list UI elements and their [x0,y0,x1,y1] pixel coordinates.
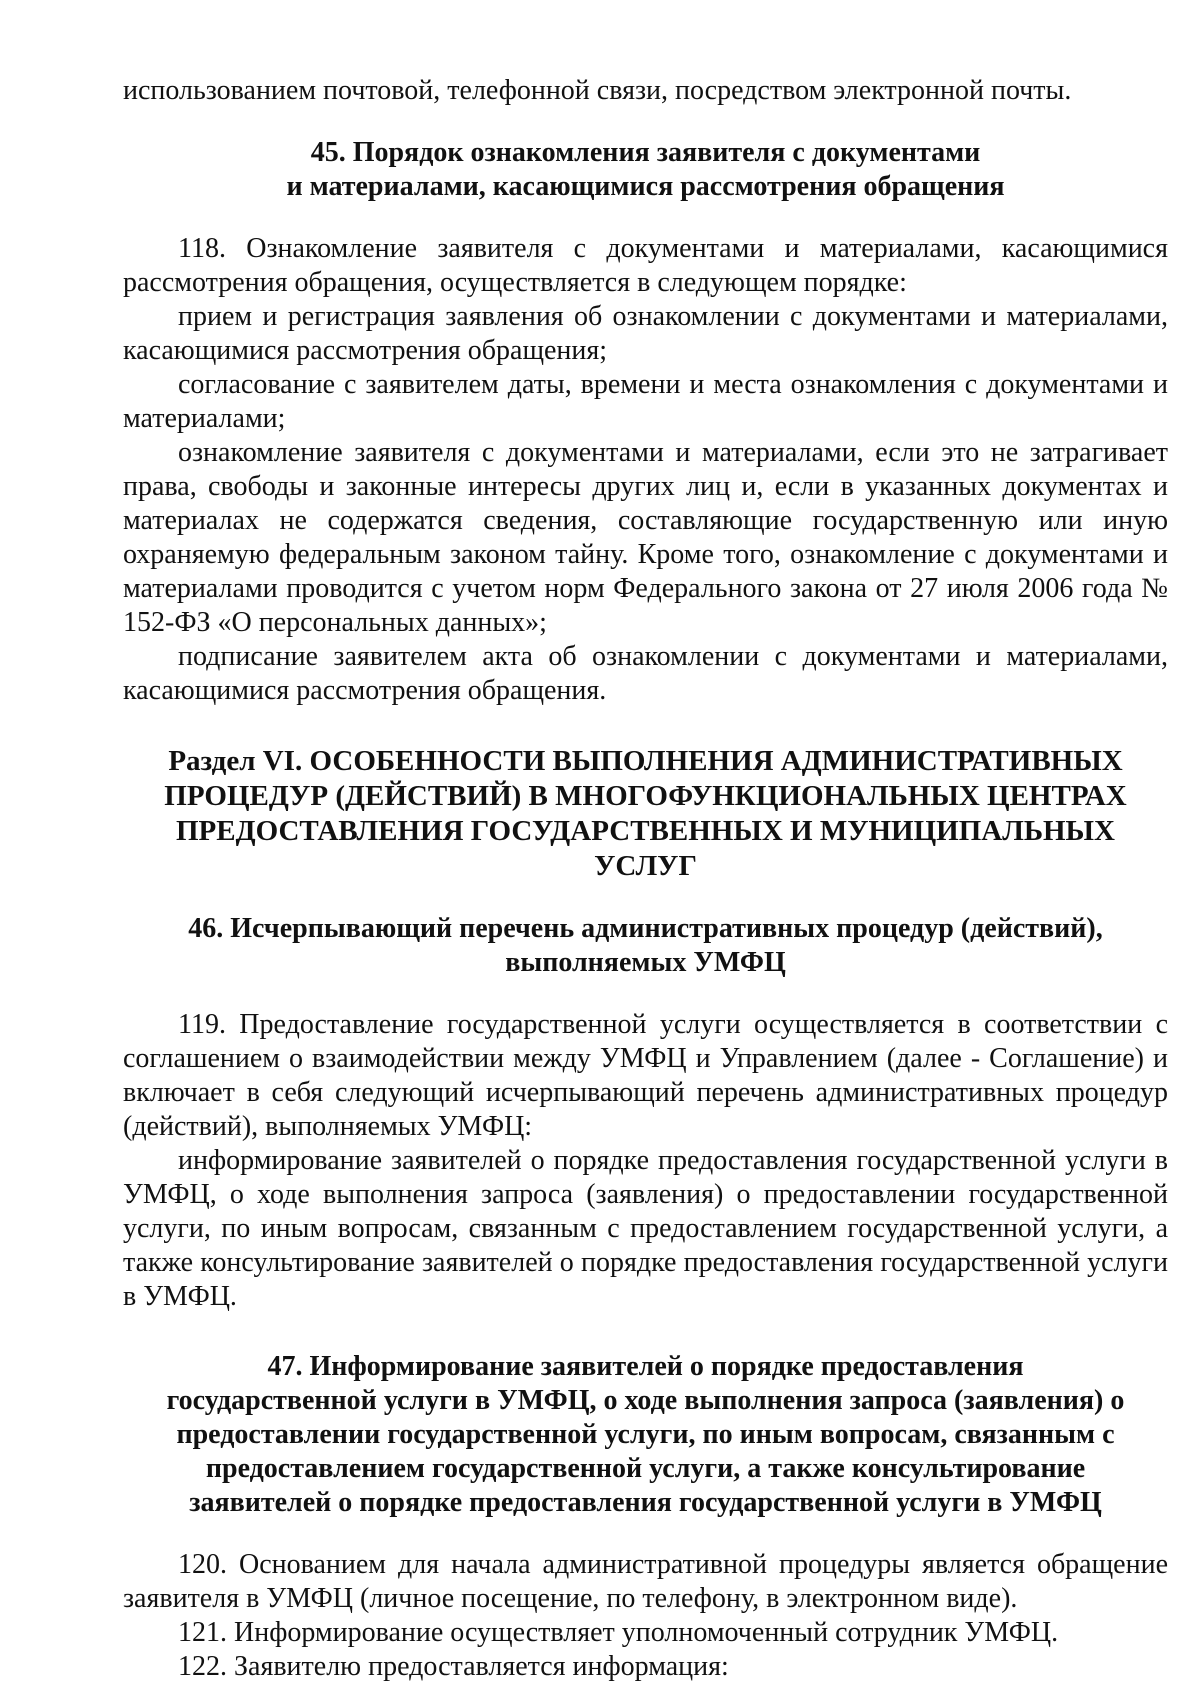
paragraph-118-item-1: прием и регистрация заявления об ознакомлении с документами и материалами, касающимися рассмотрения обращения; [123,301,1168,366]
paragraph-121: 121. Информирование осуществляет уполномоченный сотрудник УМФЦ. [178,1617,1059,1648]
heading-46 [123,912,1168,980]
paragraph-120: 120. Основанием для начала административной процедуры является обращение заявителя в УМФЦ (личное посещение, по телефону, в электронном виде). [123,1549,1168,1614]
paragraph-118-item-2: согласование с заявителем даты, времени и места ознакомления с документами и материалами; [123,369,1168,434]
heading-46-line1: 46. Исчерпывающий перечень административных процедур (действий), [188,913,1103,944]
heading-45-line1: 45. Порядок ознакомления заявителя с документами [310,137,981,168]
top-line: использованием почтовой, телефонной связи, посредством электронной почты. [123,75,1072,106]
paragraph-122: 122. Заявителю предоставляется информация: [178,1651,729,1682]
document-body [123,74,1168,1684]
section-6-title [123,744,1168,884]
heading-47-line2: государственной услуги в УМФЦ, о ходе выполнения запроса (заявления) о [166,1385,1125,1416]
paragraph-118-item-3: ознакомление заявителя с документами и материалами, если это не затрагивает права, свободы и законные интересы других лиц и, если в указанных документах и материалах не содержатся сведения, составляющие государственную или иную охраняемую федеральным законом тайну. Кроме того, ознакомление с документами и материалами проводится с учетом норм Федерального закона от 27 июля 2006 года № 152-ФЗ «О персональных данных»; [123,437,1168,638]
paragraph-119: 119. Предоставление государственной услуги осуществляется в соответствии с соглашением о взаимодействии между УМФЦ и Управлением (далее - Соглашение) и включает в себя следующий исчерпывающий перечень административных процедур (действий), выполняемых УМФЦ: [123,1009,1168,1142]
heading-47-line5: заявителей о порядке предоставления государственной услуги в УМФЦ [189,1487,1102,1518]
heading-47-line1: 47. Информирование заявителей о порядке предоставления [267,1351,1024,1382]
heading-47 [123,1350,1168,1520]
paragraph-119-item-1: информирование заявителей о порядке предоставления государственной услуги в УМФЦ, о ходе выполнения запроса (заявления) о предоставлении государственной услуги, по иным вопросам, связанным с предоставлением государственной услуги, а также консультирование заявителей о порядке предоставления государственной услуги в УМФЦ. [123,1145,1168,1312]
section-6-title-line1: Раздел VI. ОСОБЕННОСТИ ВЫПОЛНЕНИЯ АДМИНИСТРАТИВНЫХ [168,745,1123,777]
heading-45 [123,136,1168,204]
paragraph-118: 118. Ознакомление заявителя с документами и материалами, касающимися рассмотрения обращения, осуществляется в следующем порядке: [123,233,1168,298]
paragraph-118-item-4: подписание заявителем акта об ознакомлении с документами и материалами, касающимися рассмотрения обращения. [123,641,1168,706]
section-6-title-line2: ПРОЦЕДУР (ДЕЙСТВИЙ) В МНОГОФУНКЦИОНАЛЬНЫХ ЦЕНТРАХ [164,780,1127,812]
section-6-title-line3: ПРЕДОСТАВЛЕНИЯ ГОСУДАРСТВЕННЫХ И МУНИЦИПАЛЬНЫХ УСЛУГ [176,815,1115,882]
heading-47-line4: предоставлением государственной услуги, а также консультирование [205,1453,1086,1484]
heading-46-line2: выполняемых УМФЦ [505,947,786,978]
heading-45-line2: и материалами, касающимися рассмотрения обращения [286,171,1005,202]
heading-47-line3: предоставлении государственной услуги, по иным вопросам, связанным с [176,1419,1115,1450]
